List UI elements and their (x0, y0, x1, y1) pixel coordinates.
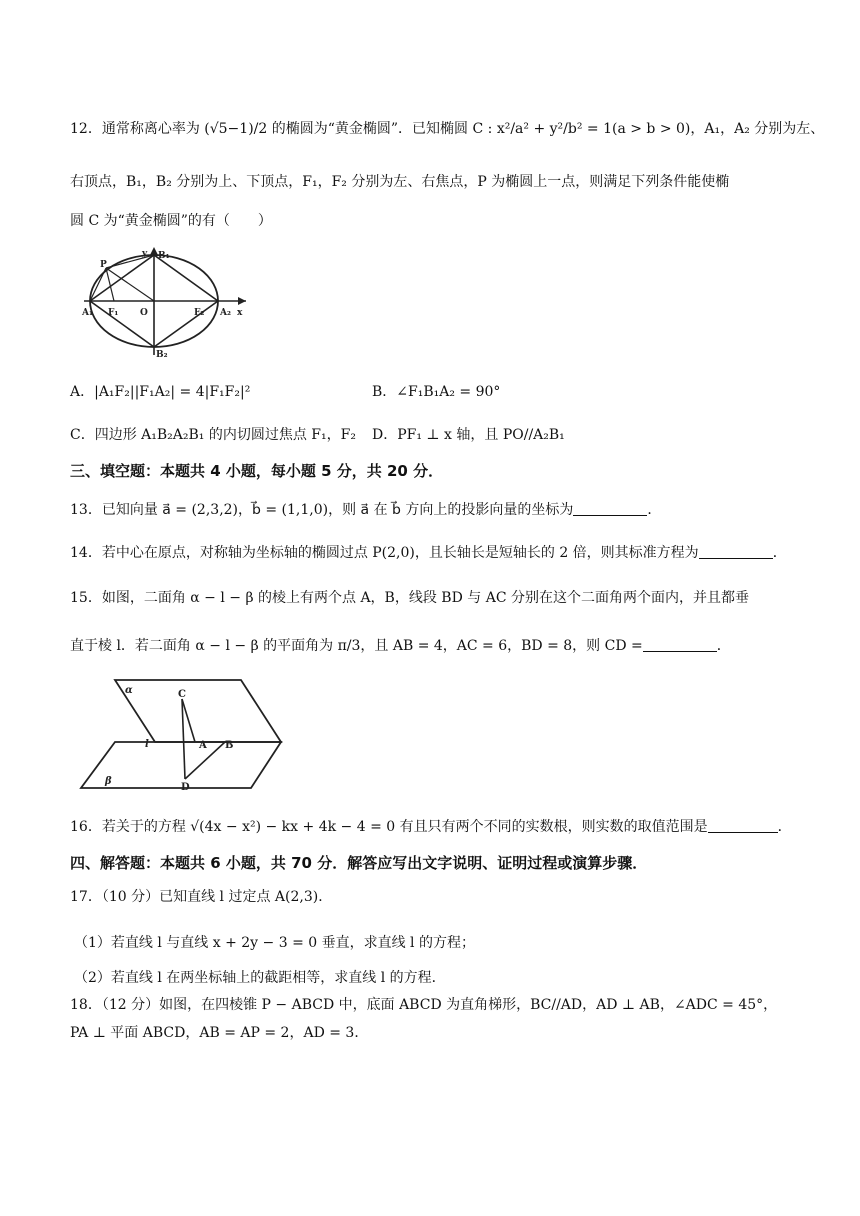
q15-line2: 直于棱 l．若二面角 α − l − β 的平面角为 π/3，且 AB = 4，AC = 6，BD = 8，则 CD = ． (70, 638, 731, 654)
q18-line1: 18．（12 分）如图，在四棱锥 P − ABCD 中，底面 ABCD 为直角梯形，BC//AD，AD ⊥ AB，∠ADC = 45°， (70, 997, 778, 1013)
q17-part1: （1）若直线 l 与直线 x + 2y − 3 = 0 垂直，求直线 l 的方程； (74, 935, 475, 951)
q12-option-c: C．四边形 A₁B₂A₂B₁ 的内切圆过焦点 F₁，F₂ (70, 427, 356, 443)
q12-option-b: B．∠F₁B₁A₂ = 90° (372, 384, 501, 400)
segment-cd (182, 699, 185, 779)
q12-option-d: D．PF₁ ⊥ x 轴，且 PO//A₂B₁ (372, 427, 565, 443)
q12-option-a: A．|A₁F₂||F₁A₂| = 4|F₁F₂|² (70, 384, 251, 400)
q12-line2: 右顶点，B₁，B₂ 分别为上、下顶点，F₁，F₂ 分别为左、右焦点，P 为椭圆上一点，则满足下列条件能使椭 (70, 174, 730, 190)
label-d: D (181, 782, 190, 792)
q16: 16．若关于的方程 √(4x − x²) − kx + 4k − 4 = 0 有且只有两个不同的实数根，则实数的取值范围是 ． (70, 819, 792, 835)
label-f1: F₁ (108, 308, 119, 318)
q14-text: 14．若中心在原点，对称轴为坐标轴的椭圆过点 P(2,0)，且长轴长是短轴长的 2 倍，则其标准方程为 (70, 545, 699, 561)
label-a: A (199, 740, 207, 751)
y-axis-arrow (150, 247, 158, 255)
label-x: x (237, 308, 243, 318)
label-beta: β (105, 776, 112, 787)
q18-line2: PA ⊥ 平面 ABCD，AB = AP = 2，AD = 3． (70, 1025, 369, 1041)
q14-answer-blank[interactable] (699, 544, 773, 559)
q16-text: 16．若关于的方程 √(4x − x²) − kx + 4k − 4 = 0 有且只有两个不同的实数根，则实数的取值范围是 (70, 819, 708, 835)
plane-alpha (115, 680, 281, 742)
label-c: C (178, 689, 186, 700)
label-f2: F₂ (194, 308, 205, 318)
q15-answer-blank[interactable] (643, 637, 717, 652)
section-4-heading: 四、解答题：本题共 6 小题，共 70 分．解答应写出文字说明、证明过程或演算步骤． (70, 854, 648, 872)
label-alpha: α (125, 685, 133, 696)
label-b2: B₂ (156, 350, 168, 360)
section-3-heading: 三、填空题：本题共 4 小题，每小题 5 分，共 20 分． (70, 462, 444, 480)
q15-line1: 15．如图，二面角 α − l − β 的棱上有两个点 A，B，线段 BD 与 AC 分别在这个二面角两个面内，并且都垂 (70, 590, 749, 606)
q13-text: 13．已知向量 a⃗ = (2,3,2)，b⃗ = (1,1,0)，则 a⃗ 在 b⃗ 方向上的投影向量的坐标为 (70, 502, 574, 518)
q14: 14．若中心在原点，对称轴为坐标轴的椭圆过点 P(2,0)，且长轴长是短轴长的 2 倍，则其标准方程为 ． (70, 545, 787, 561)
label-l: l (145, 739, 149, 750)
label-o: O (140, 308, 148, 318)
q17-part2: （2）若直线 l 在两坐标轴上的截距相等，求直线 l 的方程． (74, 970, 446, 986)
label-a2: A₂ (220, 308, 231, 318)
label-p: P (100, 260, 107, 270)
ellipse-figure (80, 245, 250, 360)
q12-line1: 12．通常称离心率为 (√5−1)/2 的椭圆为“黄金椭圆”．已知椭圆 C : x²/a² + y²/b² = 1(a > b > 0)，A₁，A₂ 分别为左、 (70, 121, 825, 137)
q13: 13．已知向量 a⃗ = (2,3,2)，b⃗ = (1,1,0)，则 a⃗ 在 b⃗ 方向上的投影向量的坐标为 ． (70, 502, 662, 518)
q12-line3: 圆 C 为“黄金椭圆”的有（ ） (70, 213, 272, 229)
label-a1: A₁ (82, 308, 93, 318)
q17-stem: 17．（10 分）已知直线 l 过定点 A(2,3)． (70, 889, 333, 905)
label-y: y (142, 249, 148, 259)
dihedral-angle-figure (75, 676, 285, 792)
q13-answer-blank[interactable] (573, 501, 647, 516)
q16-answer-blank[interactable] (708, 818, 778, 833)
label-b1: B₁ (158, 251, 170, 261)
label-b: B (225, 740, 234, 751)
q15-text: 直于棱 l．若二面角 α − l − β 的平面角为 π/3，且 AB = 4，AC = 6，BD = 8，则 CD = (70, 638, 643, 654)
x-axis-arrow (238, 297, 246, 305)
